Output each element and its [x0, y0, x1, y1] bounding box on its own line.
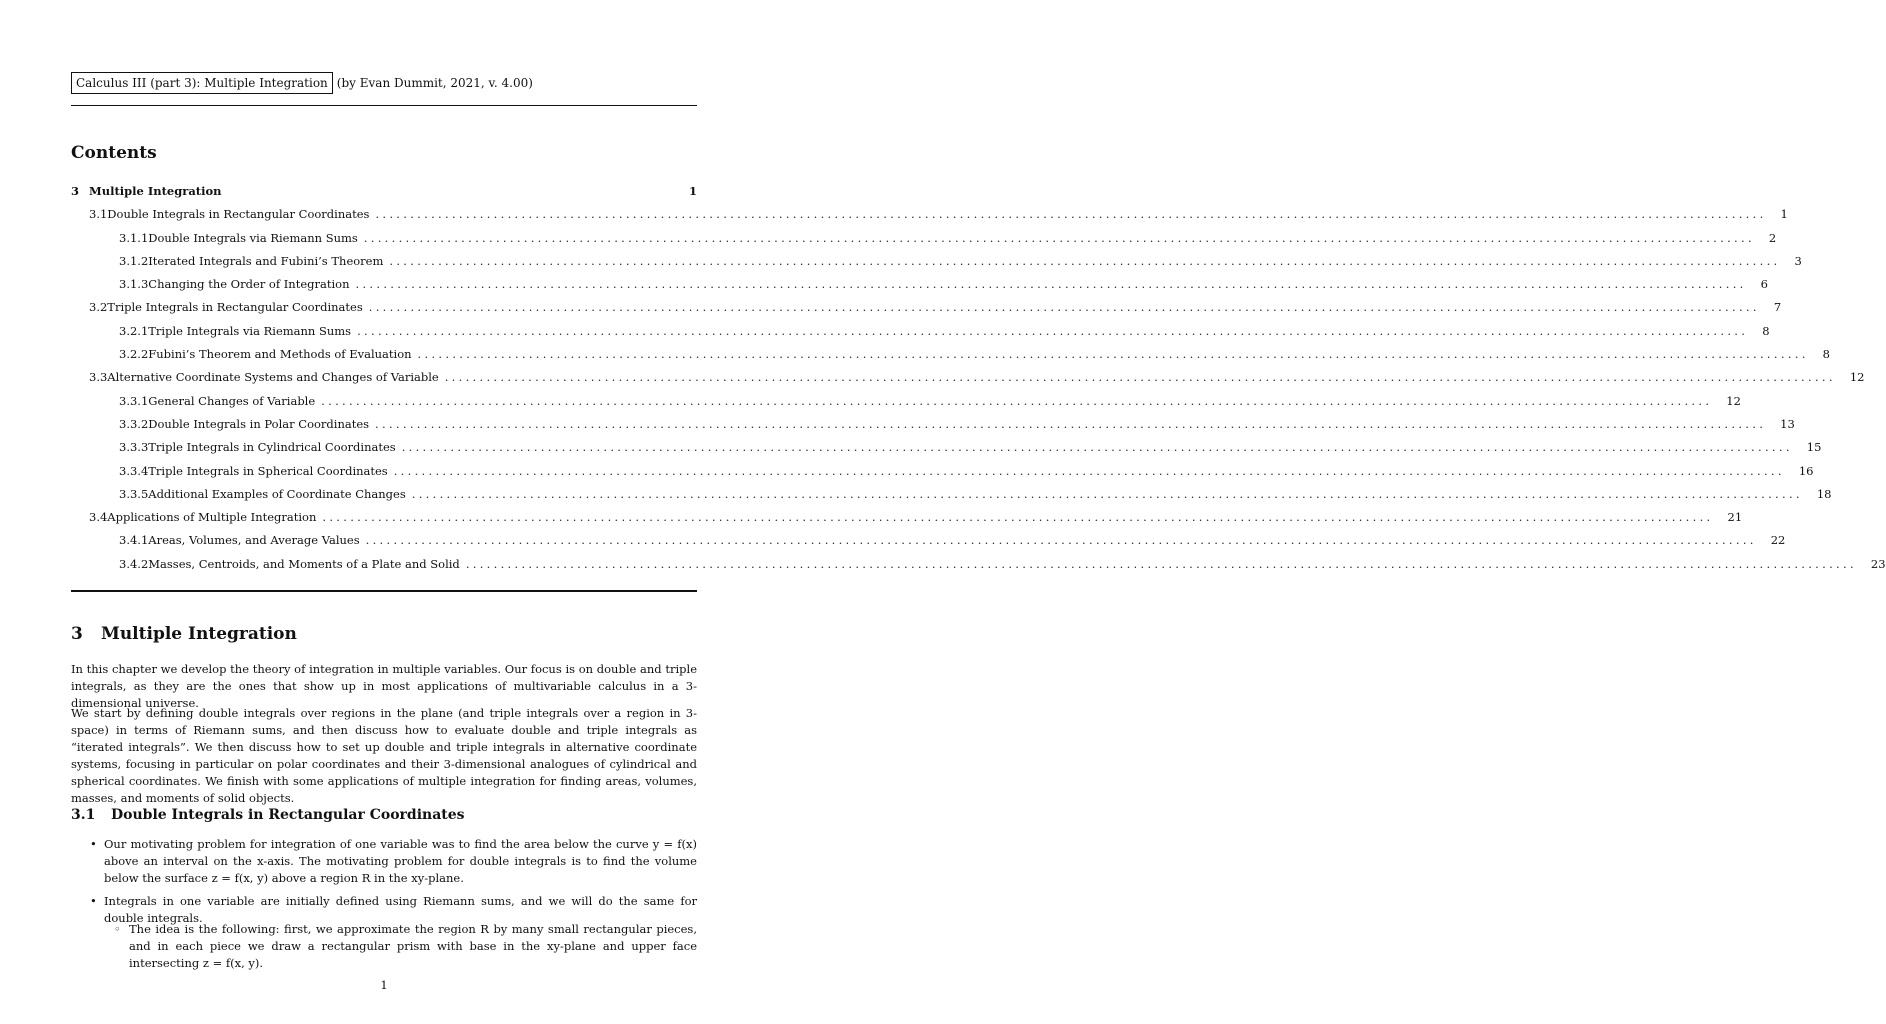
intro-paragraph-1: In this chapter we develop the theory of integration in multiple variables. Our focus is on double and triple integrals, as they are the ones that show up in most applications of multivariable calculus in a 3-dimensional universe. — [71, 662, 697, 710]
toc-subsection-entry[interactable] — [71, 413, 1795, 436]
contents-rule — [71, 590, 697, 592]
toc-entry-title: Fubini’s Theorem and Methods of Evaluation — [148, 343, 417, 366]
toc-entry-page: 1 — [1780, 207, 1788, 222]
toc-entry-page: 2 — [1768, 230, 1777, 245]
toc-entry-number: 3.1.1 — [119, 230, 149, 245]
toc-dot-leader: ........................................................................................................................................................................................................ — [321, 393, 1713, 408]
toc-entry-page: 15 — [1806, 440, 1822, 455]
bullet-item: • Our motivating problem for integration of one variable was to find the area below the curve y = f(x) above an interval on the x-axis. The motivating problem for double integrals is to find the volume below the surface z = f(x, y) above a region R in the xy-plane. — [104, 836, 697, 887]
toc-dot-leader: ........................................................................................................................................................................................................ — [375, 416, 1767, 431]
sub-bullet-item: ◦ The idea is the following: first, we approximate the region R by many small rectangular pieces, and in each piece we draw a rectangular prism with base in the xy-plane and upper face intersecting z = f(x, y). — [129, 921, 697, 972]
toc-entry-number: 3.4.1 — [119, 533, 149, 548]
toc-entry-number: 3.3.5 — [119, 486, 149, 501]
toc-entry-page: 23 — [1870, 556, 1886, 571]
toc-subsection-entry[interactable] — [71, 343, 1830, 366]
toc-entry-number: 3.1 — [89, 207, 108, 222]
toc-entry-title: Double Integrals via Riemann Sums — [148, 227, 364, 250]
toc-entry-title: Masses, Centroids, and Moments of a Plate and Solid — [148, 553, 466, 576]
toc-section-entry[interactable] — [71, 366, 1865, 389]
toc-dot-leader: ........................................................................................................................................................................................................ — [411, 486, 1803, 501]
toc-dot-leader: ........................................................................................................................................................................................................ — [393, 463, 1785, 478]
header-rule — [71, 105, 697, 106]
contents-title: Contents — [71, 143, 157, 163]
toc-dot-leader: ........................................................................................................................................................................................................ — [444, 370, 1836, 385]
toc-entry-page: 12 — [1726, 393, 1741, 408]
toc-dot-leader: ........................................................................................................................................................................................................ — [322, 510, 1714, 525]
bullet-item: • Integrals in one variable are initially defined using Riemann sums, and we will do the same for double integrals. — [104, 893, 697, 927]
toc-entry-title: Double Integrals in Rectangular Coordinates — [107, 203, 375, 226]
toc-subsection-entry[interactable] — [71, 529, 1786, 552]
toc-entry-page: 13 — [1780, 416, 1795, 431]
toc-entry-page: 8 — [1822, 347, 1830, 362]
toc-entry-number: 3.3 — [89, 370, 108, 385]
toc-entry-number: 3.4 — [89, 510, 108, 525]
toc-dot-leader: ........................................................................................................................................................................................................ — [417, 347, 1809, 362]
toc-subsection-entry[interactable] — [71, 227, 1777, 250]
toc-entry-title: Areas, Volumes, and Average Values — [148, 529, 365, 552]
subsection-title — [71, 807, 465, 823]
section-number: 3 — [71, 624, 83, 644]
page-number: 1 — [380, 978, 388, 992]
toc-entry-title: Changing the Order of Integration — [148, 273, 355, 296]
toc-chapter-entry[interactable] — [71, 180, 697, 203]
toc-subsection-entry[interactable] — [71, 250, 1802, 273]
toc-entry-page: 18 — [1816, 486, 1832, 501]
toc-entry-title: Alternative Coordinate Systems and Changes of Variable — [107, 366, 444, 389]
toc-entry-title: Triple Integrals in Cylindrical Coordinates — [148, 436, 401, 459]
toc-dot-leader: ........................................................................................................................................................................................................ — [355, 277, 1747, 292]
toc-entry-page: 22 — [1770, 533, 1786, 548]
toc-entry-title: General Changes of Variable — [148, 390, 321, 413]
toc-entry-title: Additional Examples of Coordinate Changes — [148, 483, 411, 506]
toc-entry-title: Multiple Integration — [89, 180, 228, 203]
toc-entry-number: 3 — [71, 184, 80, 198]
toc-entry-page: 1 — [688, 184, 697, 198]
toc-dot-leader: ........................................................................................................................................................................................................ — [375, 207, 1767, 222]
toc-entry-page: 16 — [1798, 463, 1814, 478]
toc-dot-leader — [228, 180, 671, 203]
toc-subsection-entry[interactable] — [71, 273, 1768, 296]
header-author-note: (by Evan Dummit, 2021, v. 4.00) — [336, 76, 533, 90]
toc-dot-leader: ........................................................................................................................................................................................................ — [363, 230, 1755, 245]
running-header — [71, 72, 533, 94]
toc-dot-leader: ........................................................................................................................................................................................................ — [465, 556, 1857, 571]
toc-dot-leader: ........................................................................................................................................................................................................ — [368, 300, 1760, 315]
toc-entry-number: 3.2 — [89, 300, 108, 315]
toc-entry-number: 3.2.1 — [119, 323, 149, 338]
toc-entry-number: 3.3.1 — [119, 393, 149, 408]
toc-subsection-entry[interactable] — [71, 460, 1814, 483]
subsection-title-text: Double Integrals in Rectangular Coordinates — [111, 807, 465, 823]
toc-dot-leader: ........................................................................................................................................................................................................ — [401, 440, 1793, 455]
toc-entry-title: Triple Integrals in Rectangular Coordinates — [107, 296, 368, 319]
toc-entry-title: Triple Integrals in Spherical Coordinates — [148, 460, 393, 483]
toc-entry-number: 3.2.2 — [119, 347, 149, 362]
toc-section-entry[interactable] — [71, 203, 1788, 226]
toc-entry-page: 21 — [1727, 510, 1743, 525]
subsection-number: 3.1 — [71, 807, 96, 823]
toc-entry-title: Triple Integrals via Riemann Sums — [148, 320, 357, 343]
toc-entry-title: Iterated Integrals and Fubini’s Theorem — [148, 250, 389, 273]
table-of-contents — [71, 180, 1886, 576]
toc-entry-page: 6 — [1760, 277, 1768, 292]
toc-section-entry[interactable] — [71, 296, 1782, 319]
toc-entry-page: 7 — [1773, 300, 1782, 315]
toc-entry-number: 3.3.3 — [119, 440, 149, 455]
toc-subsection-entry[interactable] — [71, 436, 1822, 459]
toc-entry-number: 3.3.2 — [119, 416, 149, 431]
toc-dot-leader: ........................................................................................................................................................................................................ — [365, 533, 1757, 548]
toc-entry-number: 3.3.4 — [119, 463, 149, 478]
toc-subsection-entry[interactable] — [71, 320, 1770, 343]
section-title — [71, 624, 297, 644]
toc-subsection-entry[interactable] — [71, 483, 1832, 506]
header-boxed-title: Calculus III (part 3): Multiple Integration — [71, 72, 333, 94]
toc-entry-title: Double Integrals in Polar Coordinates — [148, 413, 375, 436]
toc-dot-leader: ........................................................................................................................................................................................................ — [389, 253, 1781, 268]
toc-entry-number: 3.4.2 — [119, 556, 149, 571]
intro-paragraph-2: We start by defining double integrals over regions in the plane (and triple integrals over a region in 3-space) in terms of Riemann sums, and then discuss how to evaluate double and triple integrals as “iterated integrals”. We then discuss how to set up double and triple integrals in alternative coordinate systems, focusing in particular on polar coordinates and their 3-dimensional analogues of cylindrical and spherical coordinates. We finish with some applications of multiple integration for finding areas, volumes, masses, and moments of solid objects. — [71, 706, 697, 805]
toc-dot-leader: ........................................................................................................................................................................................................ — [357, 323, 1749, 338]
toc-entry-title: Applications of Multiple Integration — [107, 506, 322, 529]
toc-section-entry[interactable] — [71, 506, 1743, 529]
toc-entry-page: 12 — [1849, 370, 1865, 385]
toc-subsection-entry[interactable] — [71, 553, 1886, 576]
section-title-text: Multiple Integration — [101, 624, 297, 644]
toc-entry-page: 8 — [1762, 323, 1770, 338]
toc-entry-number: 3.1.2 — [119, 253, 149, 268]
toc-entry-number: 3.1.3 — [119, 277, 149, 292]
toc-subsection-entry[interactable] — [71, 390, 1741, 413]
toc-entry-page: 3 — [1794, 253, 1802, 268]
